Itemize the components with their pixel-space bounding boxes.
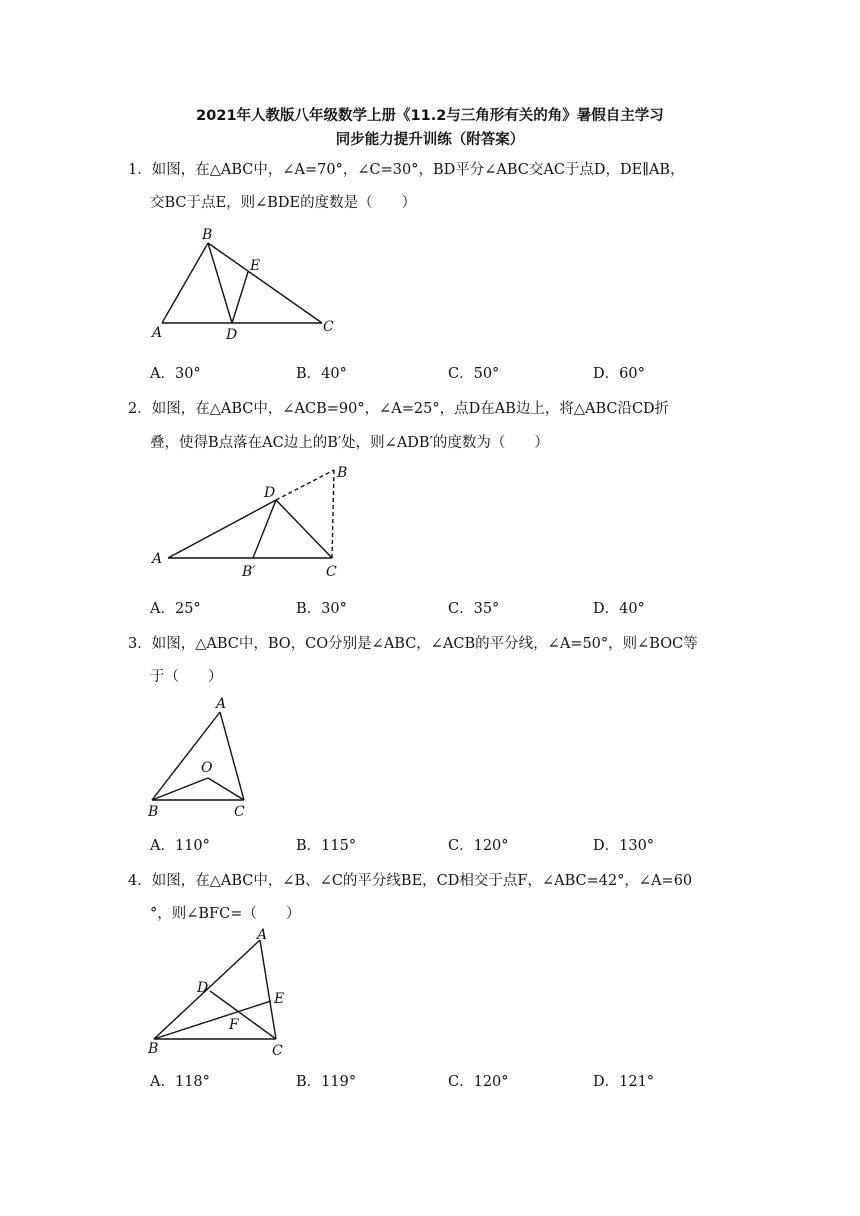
label-e: E [250, 258, 261, 274]
question-4-option-a: A．118° [150, 1074, 210, 1090]
question-2-option-d: D．40° [593, 601, 645, 617]
question-4-line2: °，则∠BFC=（ ） [150, 906, 301, 922]
segment-be [154, 1001, 271, 1039]
question-3-line1 [128, 632, 698, 653]
segment-dc [276, 500, 332, 558]
question-4-number: 4． [128, 873, 152, 889]
question-3-line2: 于（ ） [150, 669, 223, 685]
label-d: D [197, 980, 209, 996]
label-c: C [234, 804, 245, 820]
label-c: C [272, 1043, 283, 1059]
label-c: C [326, 564, 337, 580]
question-3-option-a: A．110° [150, 838, 210, 854]
question-1-line1 [128, 158, 685, 179]
question-4-figure [140, 925, 320, 1065]
question-4-line1 [128, 869, 692, 890]
question-2-text1: 如图，在△ABC中，∠ACB=90°，∠A=25°，点D在AB边上，将△ABC沿CD折 [151, 401, 670, 417]
label-b-prime: B′ [242, 564, 256, 580]
question-2-option-b: B．30° [296, 601, 347, 617]
question-4-text1: 如图，在△ABC中，∠B、∠C的平分线BE，CD相交于点F，∠ABC=42°，∠A=60 [151, 873, 693, 889]
label-b: B [202, 227, 213, 243]
segment-cd [210, 991, 276, 1039]
segment-ac [260, 940, 276, 1039]
question-3-text1: 如图，△ABC中，BO，CO分别是∠ABC，∠ACB的平分线，∠A=50°，则∠BOC等 [151, 636, 698, 652]
question-2-number: 2． [128, 401, 152, 417]
question-1-option-d: D．60° [593, 366, 645, 382]
segment-bc-dashed [332, 470, 334, 558]
label-b: B [337, 465, 348, 481]
label-a: A [216, 696, 227, 712]
segment-de [232, 272, 248, 323]
label-a: A [257, 927, 268, 943]
question-2-line1 [128, 397, 669, 418]
question-1-figure [140, 225, 360, 345]
segment-ad [168, 500, 276, 558]
label-d: D [226, 327, 238, 343]
question-1-text1: 如图，在△ABC中，∠A=70°，∠C=30°，BD平分∠ABC交AC于点D，DE∥AB， [151, 162, 685, 178]
segment-bc [208, 243, 322, 323]
question-1-option-c: C．50° [448, 366, 500, 382]
question-3-number: 3． [128, 636, 152, 652]
question-2-option-c: C．35° [448, 601, 500, 617]
label-b: B [148, 804, 159, 820]
label-a: A [152, 325, 163, 341]
label-f: F [229, 1017, 239, 1033]
question-1-number: 1． [128, 162, 152, 178]
segment-db-prime [253, 500, 276, 558]
question-4-option-d: D．121° [593, 1074, 655, 1090]
segment-ab [162, 243, 208, 323]
question-2-line2: 叠，使得B点落在AC边上的B′处，则∠ADB′的度数为（ ） [150, 435, 549, 451]
doc-title-line2: 同步能力提升训练（附答案） [335, 132, 525, 148]
label-c: C [323, 319, 334, 335]
label-a: A [152, 551, 163, 567]
label-o: O [201, 760, 213, 776]
segment-bd [208, 243, 232, 323]
doc-title-line1: 2021年人教版八年级数学上册《11.2与三角形有关的角》暑假自主学习 [196, 108, 664, 124]
question-4-option-b: B．119° [296, 1074, 357, 1090]
question-4-option-c: C．120° [448, 1074, 509, 1090]
question-1-option-a: A．30° [150, 366, 201, 382]
label-b: B [148, 1041, 159, 1057]
label-e: E [274, 991, 285, 1007]
question-3-option-b: B．115° [296, 838, 357, 854]
question-2-figure [140, 460, 380, 585]
label-d: D [264, 485, 276, 501]
question-3-option-c: C．120° [448, 838, 509, 854]
question-1-line2: 交BC于点E，则∠BDE的度数是（ ） [150, 195, 417, 211]
question-1-option-b: B．40° [296, 366, 347, 382]
question-3-figure [140, 692, 270, 822]
segment-db-dashed [276, 470, 334, 500]
question-2-option-a: A．25° [150, 601, 201, 617]
question-3-option-d: D．130° [593, 838, 655, 854]
